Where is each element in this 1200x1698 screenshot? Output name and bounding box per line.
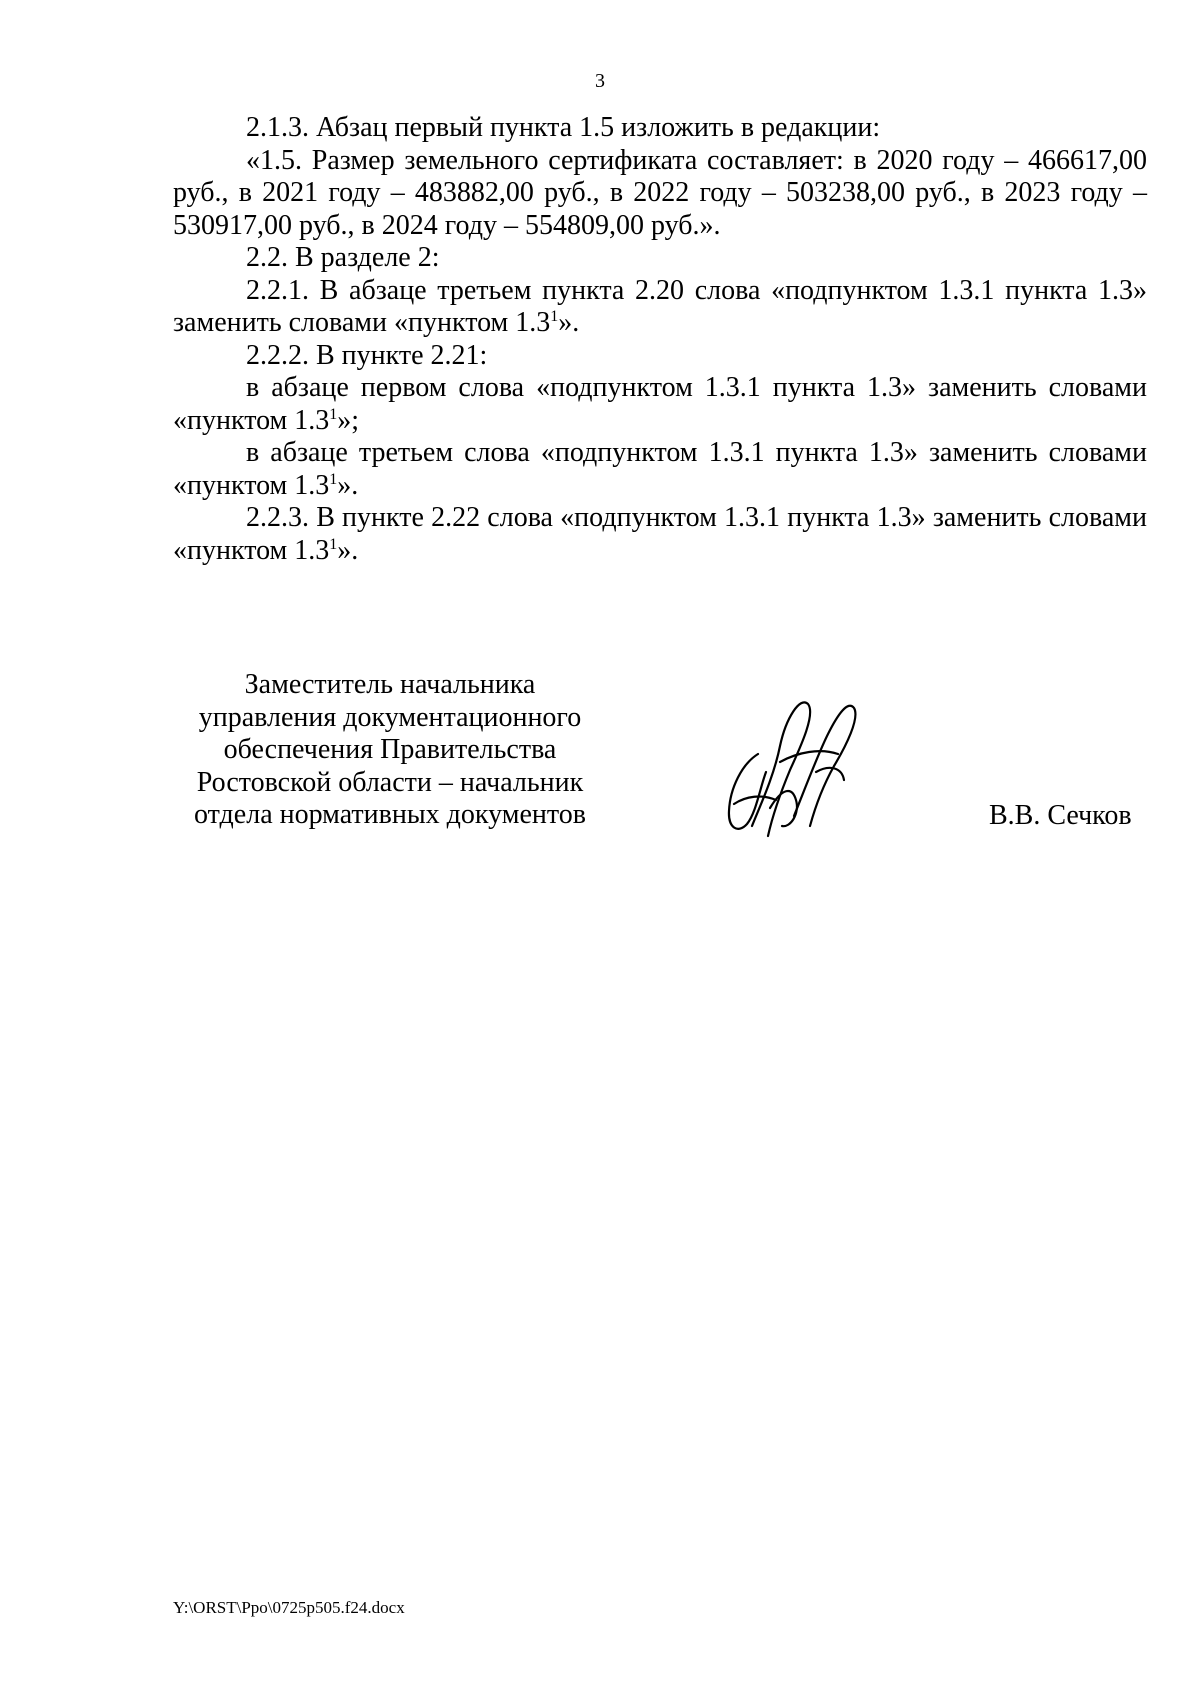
paragraph-text: в абзаце третьем слова «подпунктом 1.3.1 пункта 1.3» заменить словами «пунктом 1.3 bbox=[173, 437, 1147, 501]
paragraph-text: 2.2.1. В абзаце третьем пункта 2.20 слова «подпунктом 1.3.1 пункта 1.3» заменить словами «пунктом 1.3 bbox=[173, 274, 1147, 338]
file-path: Y:\ORST\Ppo\0725p505.f24.docx bbox=[173, 1598, 405, 1617]
paragraph-text: ». bbox=[558, 307, 580, 338]
signer-title-line: Заместитель начальника bbox=[244, 669, 536, 700]
paragraph-2-2: 2.2. В разделе 2: bbox=[246, 242, 440, 273]
paragraph-text: »; bbox=[337, 404, 360, 436]
paragraph-third-abzac bbox=[173, 437, 1147, 502]
paragraph-text: ». bbox=[337, 534, 359, 566]
superscript: 1 bbox=[329, 535, 338, 553]
paragraph-first-abzac bbox=[173, 372, 1147, 437]
page-number: 3 bbox=[595, 70, 605, 92]
document-body bbox=[173, 112, 1147, 567]
paragraph-2-2-3 bbox=[173, 502, 1147, 567]
signer-title bbox=[170, 669, 610, 832]
signer-title-line: управления документационного bbox=[198, 701, 582, 733]
paragraph-text: ». bbox=[337, 469, 359, 501]
handwritten-signature bbox=[720, 676, 870, 846]
paragraph-2-2-2: 2.2.2. В пункте 2.21: bbox=[246, 339, 488, 371]
signer-title-line: обеспечения Правительства bbox=[223, 734, 557, 765]
paragraph-text: 2.2.3. В пункте 2.22 слова «подпунктом 1.3.1 пункта 1.3» заменить словами «пунктом 1.3 bbox=[173, 502, 1147, 566]
paragraph-2-2-1 bbox=[173, 275, 1147, 340]
superscript: 1 bbox=[329, 470, 338, 488]
superscript: 1 bbox=[550, 308, 559, 325]
paragraph-1-5-wording: «1.5. Размер земельного сертификата составляет: в 2020 году – 466617,00 руб., в 2021 году – 483882,00 руб., в 2022 году – 503238,00 руб., в 2023 году – 530917,00 руб., в 2024 году – 554809,00 руб.». bbox=[173, 144, 1147, 241]
signer-name: В.В. Сечков bbox=[989, 800, 1132, 831]
signer-title-line: отдела нормативных документов bbox=[194, 799, 586, 830]
paragraph-2-1-3: 2.1.3. Абзац первый пункта 1.5 изложить в редакции: bbox=[246, 112, 881, 143]
paragraph-text: в абзаце первом слова «подпунктом 1.3.1 пункта 1.3» заменить словами «пунктом 1.3 bbox=[173, 372, 1147, 436]
superscript: 1 bbox=[329, 405, 338, 423]
signer-title-line: Ростовской области – начальник bbox=[196, 766, 584, 798]
